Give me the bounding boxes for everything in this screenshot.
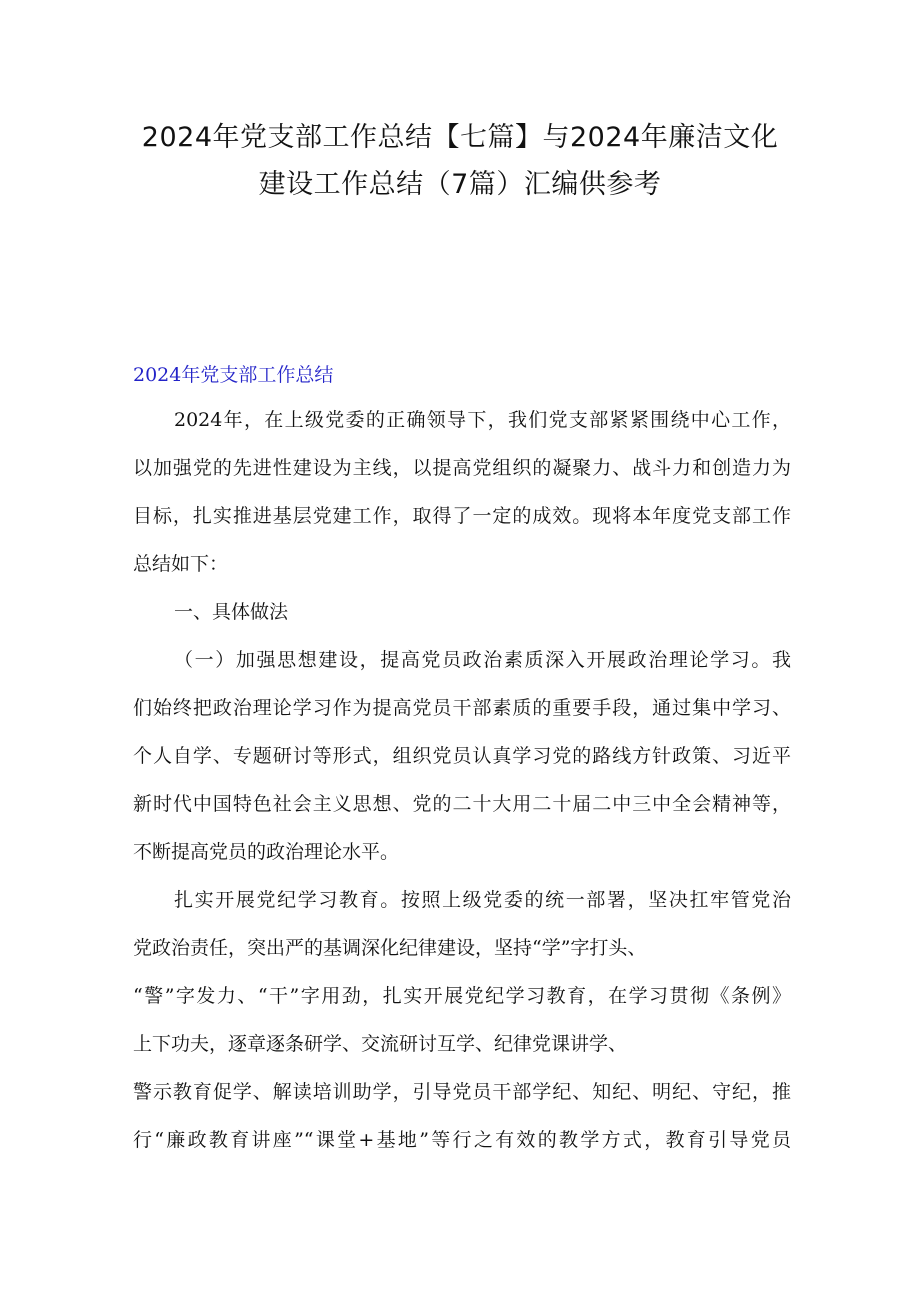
paragraph-4-line-6: 行“廉政教育讲座”“课堂+基地”等行之有效的教学方式，教育引导党员 (133, 1129, 791, 1151)
paragraph-4-line-1: 扎实开展党纪学习教育。按照上级党委的统一部署，坚决扛牢管党治 (174, 889, 791, 911)
paragraph-1-line-3: 目标，扎实推进基层党建工作，取得了一定的成效。现将本年度党支部工作 (133, 505, 791, 527)
document-title-line-2: 建设工作总结（7篇）汇编供参考 (258, 169, 662, 200)
paragraph-1-line-1: 2024年，在上级党委的正确领导下，我们党支部紧紧围绕中心工作， (174, 409, 791, 431)
paragraph-1-line-4: 总结如下： (133, 553, 229, 575)
paragraph-1-line-2: 以加强党的先进性建设为主线，以提高党组织的凝聚力、战斗力和创造力为 (133, 457, 791, 479)
paragraph-3-line-5: 不断提高党员的政治理论水平。 (133, 841, 400, 863)
paragraph-4-line-4: 上下功夫，逐章逐条研学、交流研讨互学、纪律党课讲学、 (133, 1033, 628, 1055)
paragraph-3-line-4: 新时代中国特色社会主义思想、党的二十大用二十届二中三中全会精神等， (133, 793, 791, 815)
document-title-line-1: 2024年党支部工作总结【七篇】与2024年廉洁文化 (141, 122, 779, 153)
section-heading-link[interactable]: 2024年党支部工作总结 (133, 364, 334, 386)
paragraph-4-line-2: 党政治责任，突出严的基调深化纪律建设，坚持“学”字打头、 (133, 937, 647, 959)
paragraph-2-heading: 一、具体做法 (174, 601, 289, 623)
paragraph-4-line-5: 警示教育促学、解读培训助学，引导党员干部学纪、知纪、明纪、守纪，推 (133, 1081, 791, 1103)
paragraph-4-line-3: “警”字发力、“干”字用劲，扎实开展党纪学习教育，在学习贯彻《条例》 (133, 985, 791, 1007)
paragraph-3-line-2: 们始终把政治理论学习作为提高党员干部素质的重要手段，通过集中学习、 (133, 697, 791, 719)
paragraph-3-line-3: 个人自学、专题研讨等形式，组织党员认真学习党的路线方针政策、习近平 (133, 745, 791, 767)
paragraph-3-line-1: （一）加强思想建设，提高党员政治素质深入开展政治理论学习。我 (174, 649, 791, 671)
